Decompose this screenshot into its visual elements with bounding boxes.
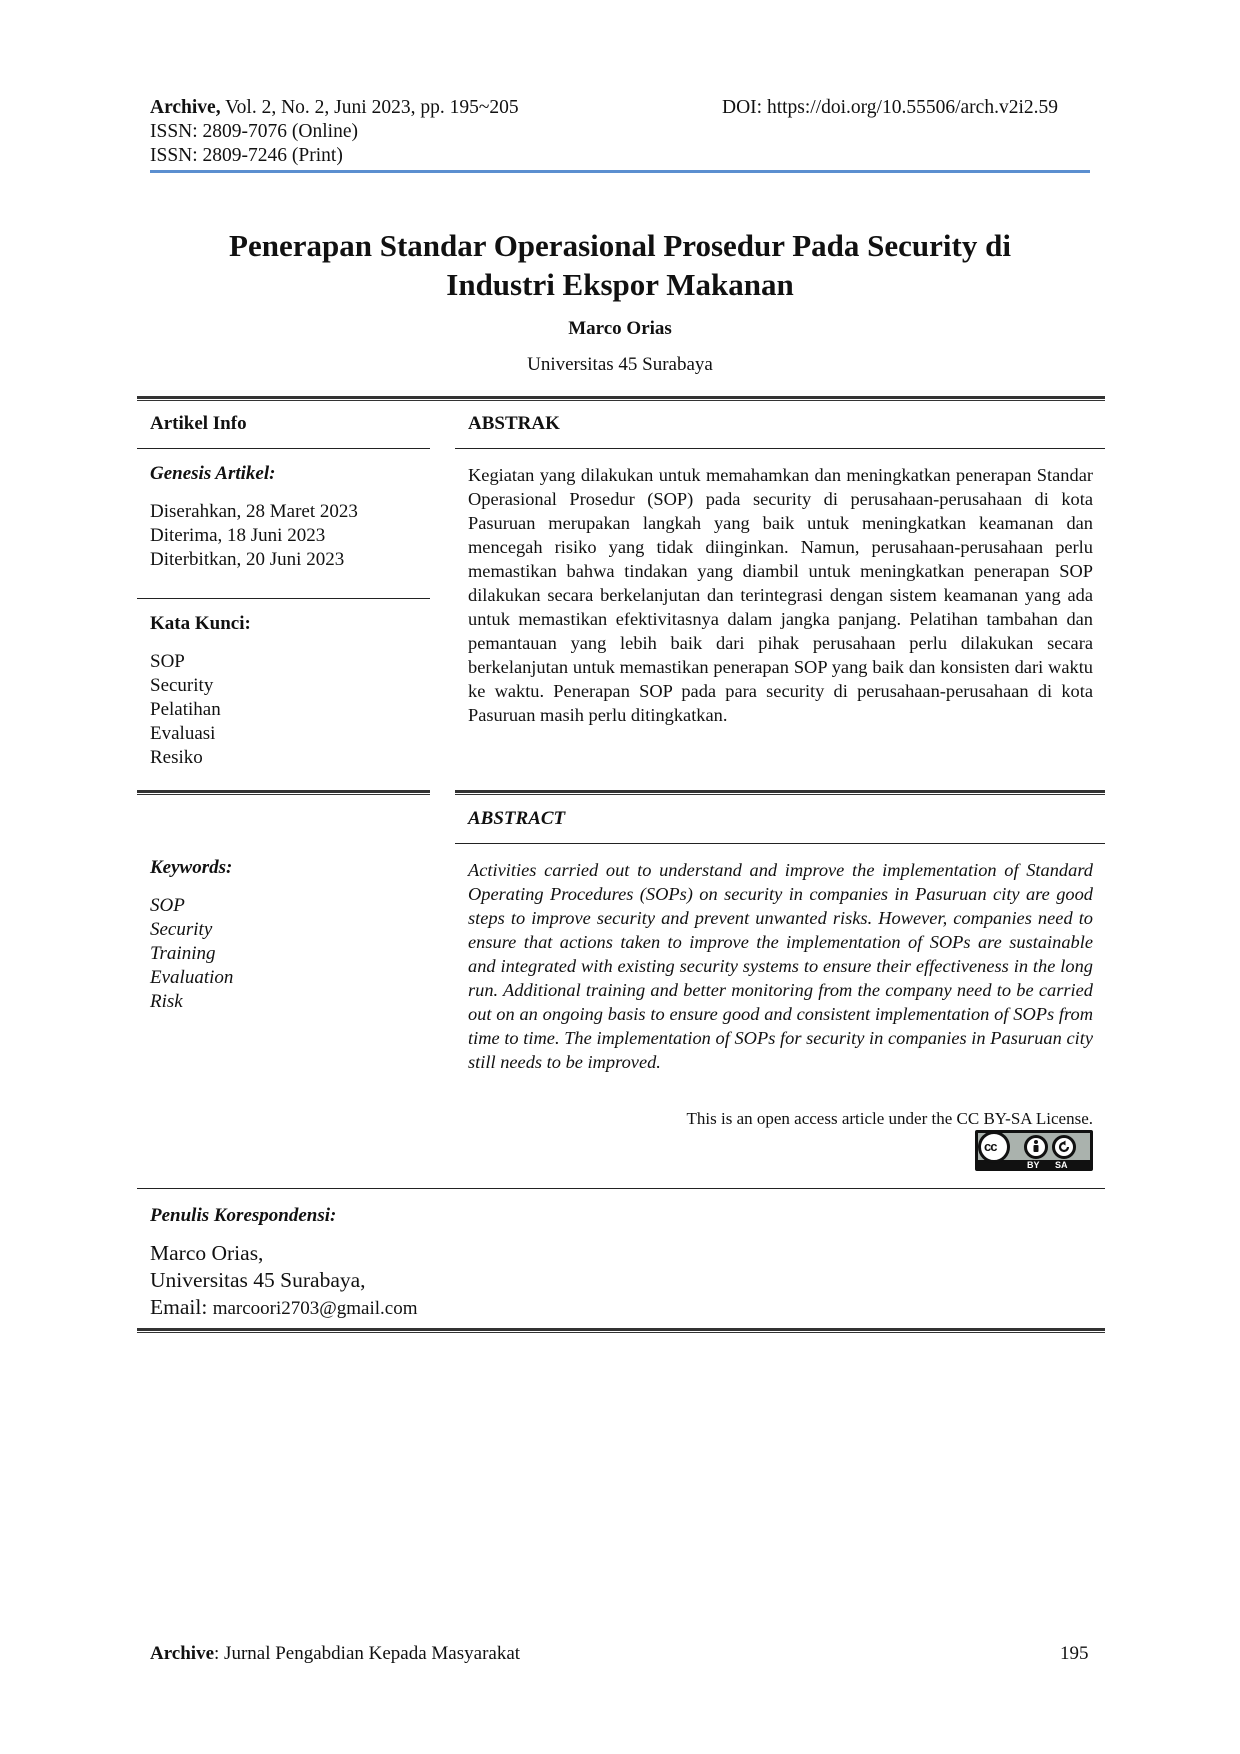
abstract-heading: ABSTRACT: [468, 808, 566, 829]
kata-kunci-item: Pelatihan: [150, 699, 221, 720]
paper-title: [150, 226, 1090, 304]
header-rule: [150, 170, 1090, 173]
author-affiliation: Universitas 45 Surabaya: [527, 354, 713, 375]
artikel-info-heading: Artikel Info: [150, 413, 247, 434]
footer-journal: [150, 1643, 520, 1665]
email-label: Email:: [150, 1295, 213, 1319]
date-accepted: Diterima, 18 Juni 2023: [150, 525, 326, 546]
abstract-rule: [455, 843, 1105, 844]
left-mid-rule: [137, 790, 430, 795]
abstract-text: Activities carried out to understand and improve the implementation of Standard Operating Procedures (SOPs) on security in companies in Pasuruan city are good steps to improve security and prevent unwanted risks. However, companies need to ensure that actions taken to improve the implementation of SOPs are sustainable and integrated with existing security systems to ensure their effectiveness in the long run. Additional training and better monitoring from the company need to be carried out on an ongoing basis to ensure good and consistent implementation of SOPs from time to time. The implementation of SOPs for security in companies in Pasuruan city still needs to be improved.: [468, 860, 1093, 1072]
title-line-2: Industri Ekspor Makanan: [446, 267, 794, 302]
license-text: This is an open access article under the CC BY-SA License.: [686, 1109, 1093, 1128]
keywords-list: [150, 894, 233, 1014]
person-glyph: [1027, 1138, 1045, 1156]
title-line-1: Penerapan Standar Operasional Prosedur Pada Security di: [229, 228, 1011, 263]
cc-icon-label: cc: [984, 1139, 997, 1154]
genesis-label: Genesis Artikel:: [150, 463, 276, 484]
footer-journal-name: Archive: [150, 1643, 215, 1664]
abstrak-rule: [455, 448, 1105, 449]
kata-kunci-item: Evaluasi: [150, 723, 216, 744]
right-mid-rule: [455, 790, 1105, 795]
correspondence-email-line: [150, 1294, 418, 1322]
top-rule: [137, 396, 1105, 401]
kata-kunci-item: Security: [150, 675, 214, 696]
email-address[interactable]: marcoori2703@gmail.com: [212, 1298, 418, 1319]
share-alike-icon: [1052, 1135, 1076, 1159]
badge-sa-label: SA: [1055, 1160, 1068, 1170]
bottom-rule: [137, 1328, 1105, 1333]
keyword-item: Security: [150, 919, 213, 940]
kata-kunci-item: Resiko: [150, 747, 203, 768]
correspondence-name: Marco Orias,: [150, 1241, 264, 1265]
keyword-item: SOP: [150, 895, 185, 916]
kata-kunci-list: [150, 650, 221, 770]
correspondence-institution: Universitas 45 Surabaya,: [150, 1268, 366, 1292]
author-name: Marco Orias: [568, 318, 672, 339]
correspondence-label: Penulis Korespondensi:: [150, 1205, 337, 1226]
keyword-item: Evaluation: [150, 967, 234, 988]
date-submitted: Diserahkan, 28 Maret 2023: [150, 501, 358, 522]
date-published: Diterbitkan, 20 Juni 2023: [150, 549, 345, 570]
kata-kunci-label: Kata Kunci:: [150, 613, 251, 634]
doi-link[interactable]: DOI: https://doi.org/10.55506/arch.v2i2.59: [722, 97, 1058, 118]
attribution-icon: [1024, 1135, 1048, 1159]
journal-name: Archive,: [150, 97, 221, 118]
share-alike-glyph: [1055, 1138, 1073, 1156]
genesis-rule: [137, 598, 430, 599]
artikel-info-rule: [137, 448, 430, 449]
abstrak-heading: ABSTRAK: [468, 413, 560, 434]
kata-kunci-item: SOP: [150, 651, 185, 672]
journal-volume: Vol. 2, No. 2, Juni 2023, pp. 195~205: [220, 97, 519, 118]
correspondence-block: [150, 1240, 418, 1322]
footer-journal-subtitle: : Jurnal Pengabdian Kepada Masyarakat: [214, 1643, 521, 1664]
genesis-dates: [150, 500, 358, 572]
page-number: 195: [1060, 1643, 1089, 1664]
badge-by-label: BY: [1027, 1160, 1040, 1170]
keyword-item: Risk: [150, 991, 183, 1012]
cc-icon: [978, 1131, 1010, 1163]
correspondence-rule: [137, 1188, 1105, 1189]
journal-citation: [150, 96, 519, 120]
keywords-label: Keywords:: [150, 857, 233, 878]
abstrak-text: Kegiatan yang dilakukan untuk memahamkan dan meningkatkan penerapan Standar Operasional Prosedur (SOP) pada security di perusahaan-perusahaan di kota Pasuruan merupakan langkah yang baik untuk meningkatkan keamanan dan mencegah risiko yang tidak diinginkan. Namun, perusahaan-perusahaan perlu memastikan bahwa tindakan yang diambil untuk meningkatkan penerapan SOP dilakukan secara berkelanjutan dan terintegrasi dengan sistem keamanan yang ada untuk memastikan efektivitasnya dalam jangka panjang. Pelatihan tambahan dan pemantauan yang lebih baik dari pihak perusahaan perlu dilakukan secara berkelanjutan untuk memastikan penerapan SOP yang baik dan konsisten dari waktu ke waktu. Penerapan SOP pada para security di perusahaan-perusahaan di kota Pasuruan masih perlu ditingkatkan.: [468, 465, 1093, 725]
issn-print: ISSN: 2809-7246 (Print): [150, 145, 343, 166]
issn-online: ISSN: 2809-7076 (Online): [150, 121, 358, 142]
keyword-item: Training: [150, 943, 216, 964]
cc-by-sa-license-badge[interactable]: [975, 1130, 1093, 1171]
